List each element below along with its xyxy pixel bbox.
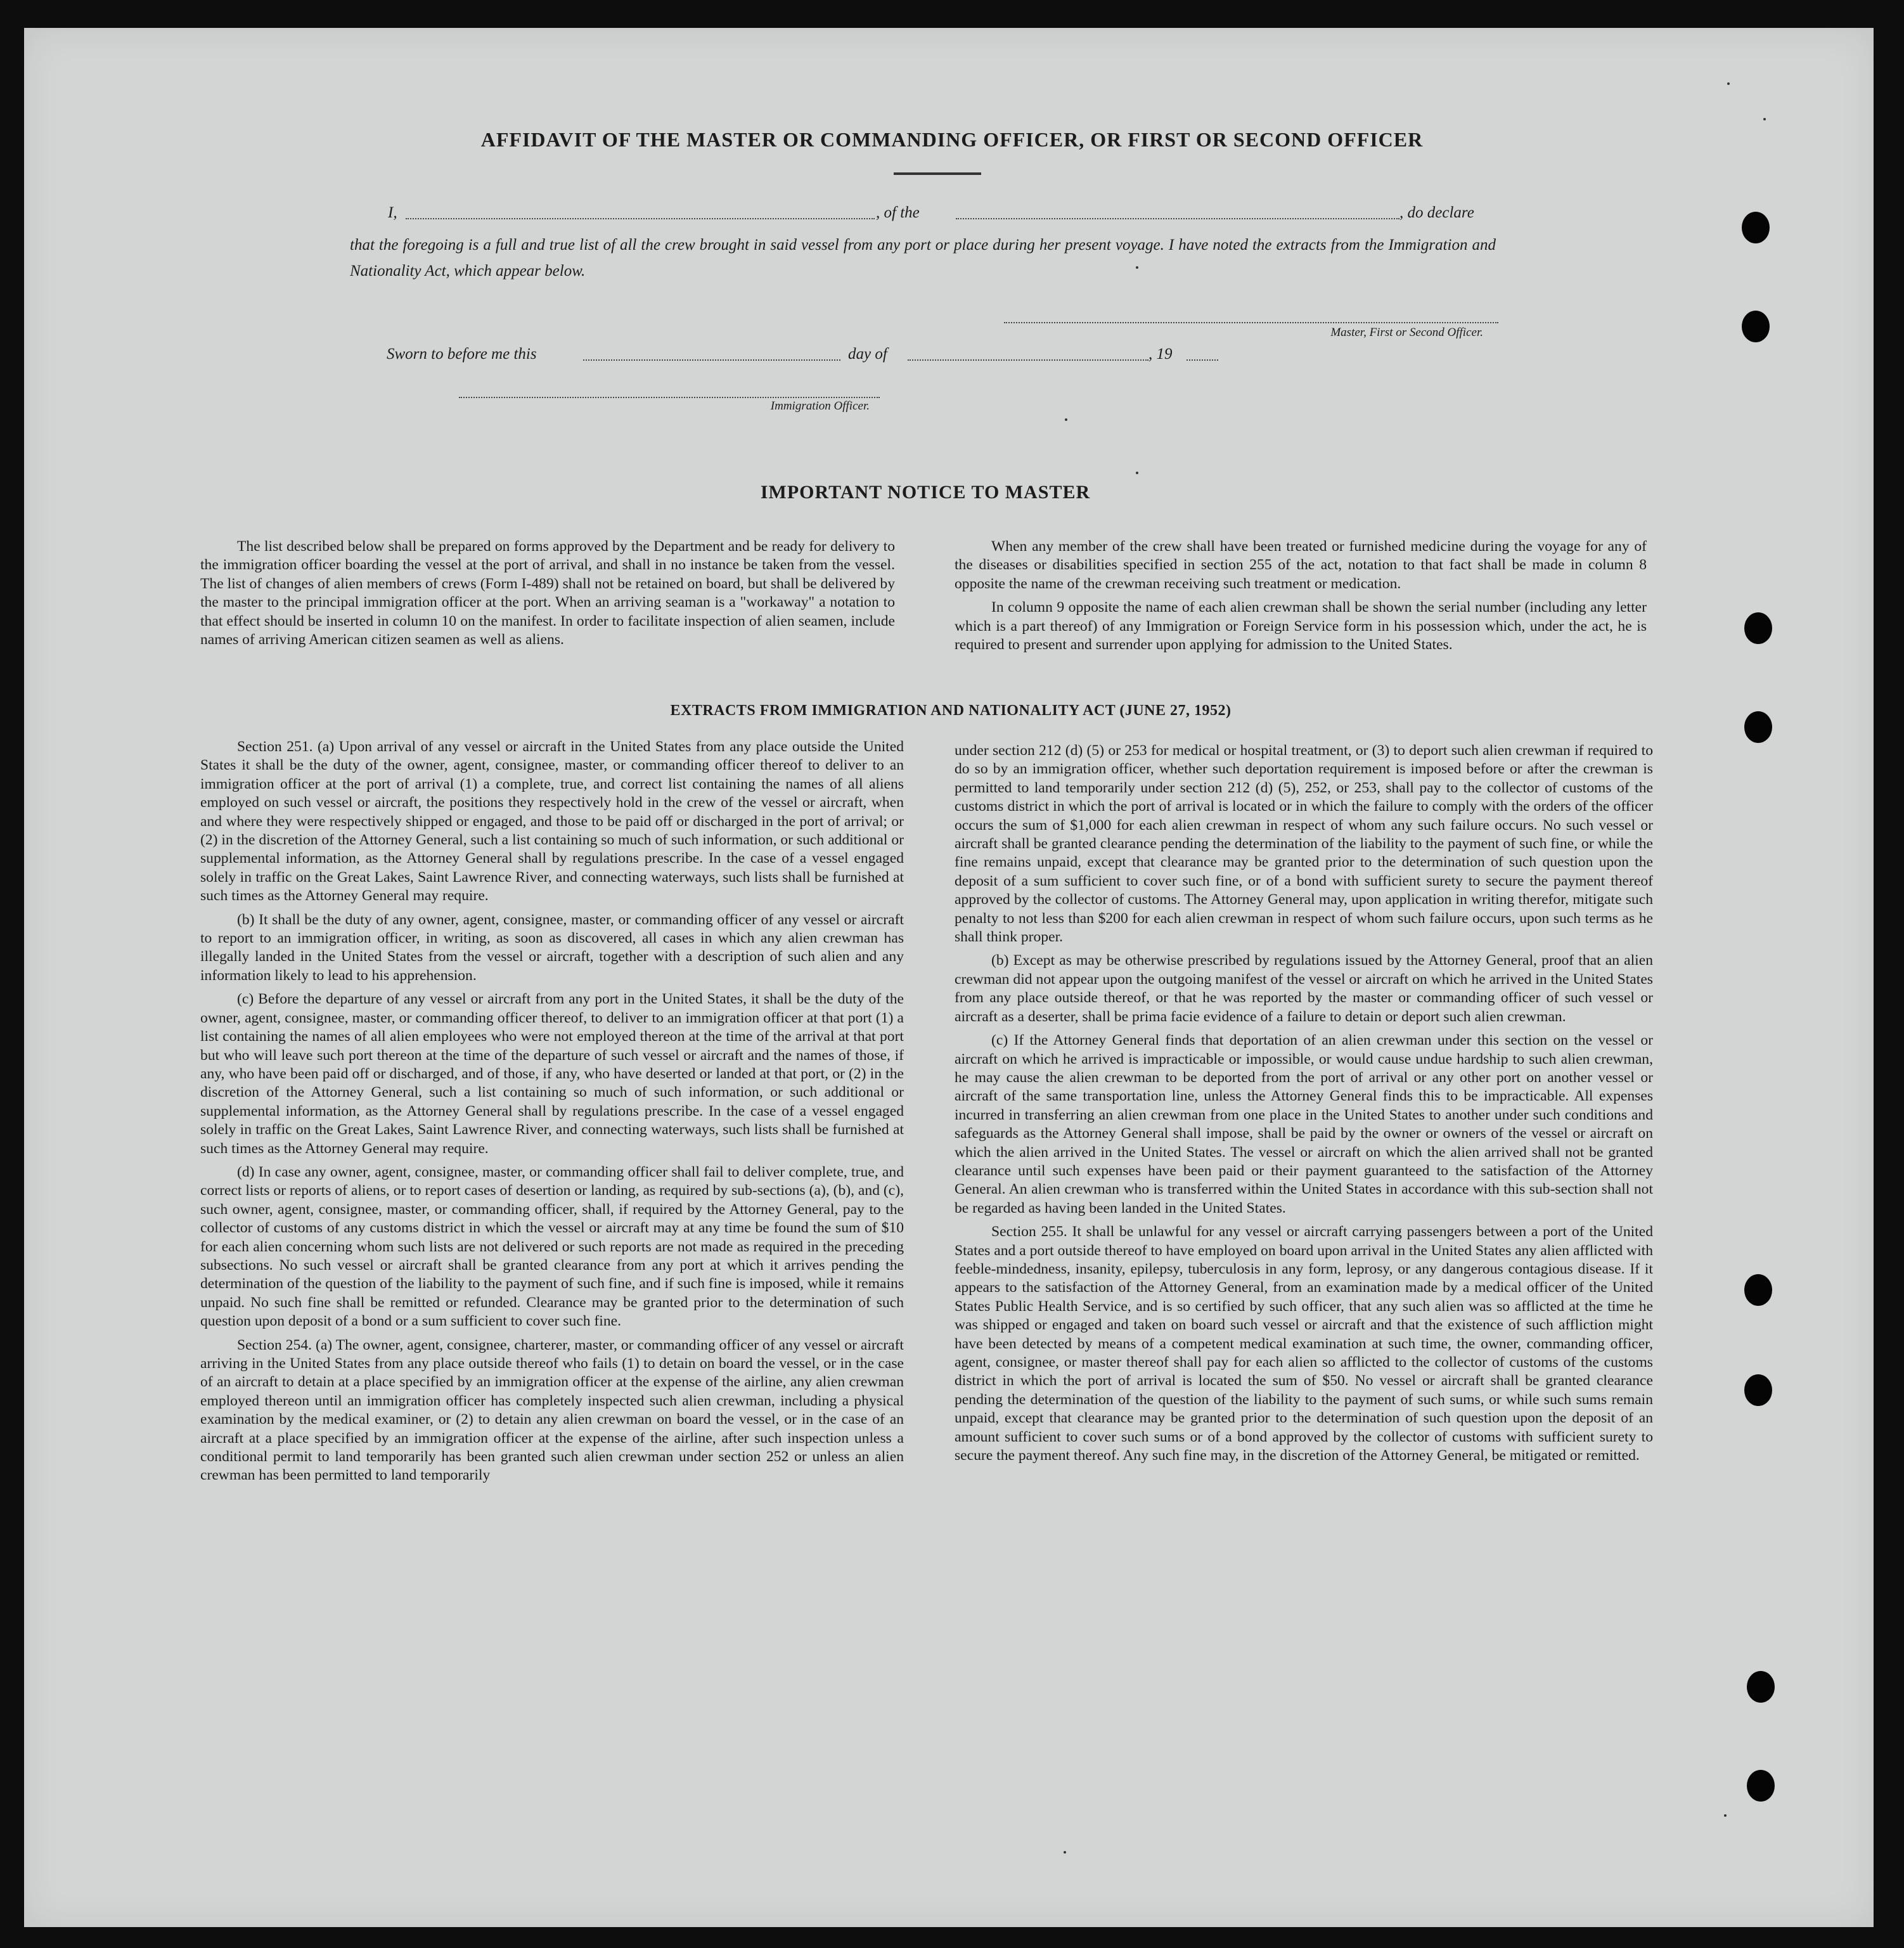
section-251-c: (c) Before the departure of any vessel or aircraft from any port in the United States, it shall be the duty of the owner, agent, consignee, master, or commanding officer thereof, to deliver to an immigration officer at that port (1) a list containing the names of all alien employees who were not employed thereon at the time of the arrival at that port but who will leave such port thereon at the time of the departure of such vessel or aircraft and the names of those, if any, who have been paid off or discharged, and of those, if any, who have deserted or landed at that port, or (2) in the discretion of the Attorney General, such a list containing so much of such information, or such additional or supplemental information, as the Attorney General shall by regulations prescribe. In the case of a vessel engaged solely in traffic on the Great Lakes, Saint Lawrence River, and connecting waterways, such lists shall be furnished at such times as the Attorney General may require. [200,991,904,1157]
notice-left-column [200,538,895,654]
section-251-a: Section 251. (a) Upon arrival of any vessel or aircraft in the United States from any place outside the United States it shall be the duty of the owner, agent, consignee, master, or commanding officer thereof to deliver to an immigration officer at the port of arrival (1) a complete, true, and correct list containing the names of all aliens employed on such vessel or aircraft, the positions they respectively hold in the crew of the vessel or aircraft, when and where they were respectively shipped or engaged, and those to be paid off or discharged in the port of arrival; or (2) in the discretion of the Attorney General, such a list containing so much of such information, or such additional or supplemental information, as the Attorney General shall by regulations prescribe. In the case of a vessel engaged solely in traffic on the Great Lakes, Saint Lawrence River, and connecting waterways, such lists shall be furnished at such times as the Attorney General may require. [200,739,904,905]
section-251-b: (b) It shall be the duty of any owner, agent, consignee, master, or commanding officer of any vessel or aircraft to report to an immigration officer, in writing, as soon as discovered, all cases in which any alien crewman has illegally landed in the United States from the vessel or aircraft, together with a description of such alien and any information likely to lead to his apprehension. [200,911,904,984]
signature-label: Master, First or Second Officer. [1330,326,1483,339]
title-rule [894,172,981,175]
punch-hole [1742,311,1770,342]
day-of-label: day of [848,345,887,363]
scan-speck [1724,1814,1727,1817]
extracts-heading: EXTRACTS FROM IMMIGRATION AND NATIONALITY ACT (JUNE 27, 1952) [670,702,1232,719]
notice-right-paragraph: In column 9 opposite the name of each alien crewman shall be shown the serial number (including any letter which is a part thereof) of any Immigration or Foreign Service form in his possession which, under the act, he is required to present and surrender upon applying for admission to the United States. [955,599,1647,654]
sworn-label: Sworn to before me this [387,345,537,363]
notice-right-column [955,538,1647,659]
vessel-blank-line [956,218,1399,219]
notice-right-paragraph: When any member of the crew shall have been treated or furnished medicine during the voyage for any of the diseases or disabilities specified in section 255 of the act, notation to that fact shall be made in column 8 opposite the name of the crewman receiving such treatment or medication. [955,538,1647,592]
affidavit-title: AFFIDAVIT OF THE MASTER OR COMMANDING OFFICER, OR FIRST OR SECOND OFFICER [480,128,1424,151]
month-blank-line [908,359,1148,361]
punch-hole [1744,711,1772,743]
section-254-a-continued: under section 212 (d) (5) or 253 for medical or hospital treatment, or (3) to deport such alien crewman if required to do so by an immigration officer, whether such deportation requirement is imposed before or after the crewman is permitted to land temporarily under section 212 (d) (5), 252, or 253, shall pay to the collector of customs of the customs district in which the port of arrival is located or in which the failure to comply with the orders of the officer occurs the sum of $1,000 for each alien crewman in respect of whom any such failure occurs. No such vessel or aircraft shall be granted clearance pending the determination of the liability to the payment of such fine, or while the fine remains unpaid, except that clearance may be granted prior to the determination of such question upon the deposit of a sum sufficient to cover such fine, or of a bond with sufficient surety to secure the payment thereof approved by the collector of customs. The Attorney General may, upon application in writing therefor, mitigate such penalty to not less than $200 for each alien crewman in respect of whom such failure occurs, upon such terms as he shall think proper. [955,742,1653,946]
sworn-day-blank-line [583,359,840,361]
scan-speck [1136,472,1138,474]
scan-speck [1763,118,1766,120]
year-blank-line [1187,359,1218,361]
scan-speck [1064,1851,1066,1854]
signature-line [1004,322,1498,323]
punch-hole [1744,612,1772,644]
officer-signature-line [459,397,880,398]
officer-label: Immigration Officer. [770,399,870,413]
notice-left-paragraph: The list described below shall be prepared on forms approved by the Department and be ready for delivery to the immigration officer boarding the vessel at the port of arrival, and shall in no instance be taken from the vessel. The list of changes of alien members of crews (Form I-489) shall not be retained on board, but shall be delivered by the master to the principal immigration officer at the port. When an arriving seaman is a "workaway" a notation to that effect should be inserted in column 10 on the manifest. In order to facilitate inspection of alien seamen, include names of arriving American citizen seamen as well as aliens. [200,538,895,648]
punch-hole [1747,1770,1775,1802]
scan-speck [1727,82,1730,85]
i-label: I, [388,204,397,221]
year-label: , 19 [1148,345,1173,363]
section-254-a: Section 254. (a) The owner, agent, consignee, charterer, master, or commanding officer of any vessel or aircraft arriving in the United States from any place outside thereof who fails (1) to detain on board the vessel, or in the case of an aircraft to detain at a place specified by an immigration officer at the expense of the airline, any alien crewman employed thereon until an immigration officer has completely inspected such alien crewman, including a physical examination by the medical examiner, or (2) to detain any alien crewman on board the vessel, or in the case of an aircraft at a place specified by an immigration officer at the expense of the airline, after such inspection unless a conditional permit to land temporarily has been granted such alien crewman under section 252 or unless an alien crewman has been permitted to land temporarily [200,1336,904,1484]
extracts-right-column [955,742,1653,1470]
scan-speck [1065,418,1067,421]
punch-hole [1742,212,1770,243]
name-blank-line [406,218,875,219]
punch-hole [1747,1671,1775,1703]
punch-hole [1744,1274,1772,1306]
section-254-c: (c) If the Attorney General finds that deportation of an alien crewman under this section on the vessel or aircraft on which he arrived is impracticable or impossible, or would cause undue hardship to such alien crewman, he may cause the alien crewman to be deported from the port of arrival or any other port on another vessel or aircraft of the same transportation line, unless the Attorney General finds this to be impracticable. All expenses incurred in transferring an alien crewman from one place in the United States to another under such conditions and safeguards as the Attorney General shall impose, shall be paid by the owner or owners of the vessel or aircraft on which the alien arrived in the United States. The vessel or aircraft on which the alien arrived shall not be granted clearance until such expenses have been paid or their payment guaranteed to the satisfaction of the Attorney General. An alien crewman who is transferred within the United States in accordance with this sub-section shall not be regarded as having been landed in the United States. [955,1032,1653,1216]
extracts-left-column [200,738,904,1490]
section-254-b: (b) Except as may be otherwise prescribed by regulations issued by the Attorney General, proof that an alien crewman did not appear upon the outgoing manifest of the vessel or aircraft on which he arrived in the United States from any place outside thereof, or that he was reported by the master or commanding officer of such vessel or aircraft as a deserter, shall be prima facie evidence of a failure to detain or deport such alien crewman. [955,952,1653,1025]
section-251-d: (d) In case any owner, agent, consignee, master, or commanding officer shall fail to deliver complete, true, and correct lists or reports of aliens, or to report cases of desertion or landing, as required by sub-sections (a), (b), and (c), such owner, agent, consignee, master, or commanding officer, shall, if required by the Attorney General, pay to the collector of customs of any customs district in which the vessel or aircraft may at any time be found the sum of $10 for each alien concerning whom such lists are not delivered or such reports are not made as required in the preceding subsections. No such vessel or aircraft shall be granted clearance from any port at which it arrives pending the determination of the question of the liability to the payment of such fine, and if such fine is imposed, while it remains unpaid. No such fine shall be remitted or refunded. Clearance may be granted prior to the determination of such question upon deposit of a bond or a sum sufficient to cover such fine. [200,1163,904,1330]
punch-hole [1744,1374,1772,1406]
do-declare-label: , do declare [1399,204,1474,221]
notice-heading: IMPORTANT NOTICE TO MASTER [760,482,1091,503]
scan-speck [1136,266,1138,269]
of-the-label: , of the [876,204,920,221]
section-255: Section 255. It shall be unlawful for any vessel or aircraft carrying passengers between a port of the United States and a port outside thereof to have employed on board upon arrival in the United States any alien afflicted with feeble-mindedness, insanity, epilepsy, tuberculosis in any form, leprosy, or any dangerous contagious disease. If it appears to the satisfaction of the Attorney General, from an examination made by a medical officer of the United States Public Health Service, and is so certified by such officer, that any such alien was so afflicted at the time he was shipped or engaged and taken on board such vessel or aircraft and that the existence of such affliction might have been detected by means of a competent medical examination at such time, the owner, commanding officer, agent, consignee, or master thereof shall pay for each alien so afflicted to the collector of customs of the customs district in which the port of arrival is located the sum of $50. No vessel or aircraft shall be granted clearance pending the determination of the question of the liability to the payment of such sums, or while such sums remain unpaid, except that clearance may be granted prior to the determination of such question upon the deposit of an amount sufficient to cover such sums or of a bond approved by the collector of customs with sufficient surety to secure the payment thereof. Any such fine may, in the discretion of the Attorney General, be mitigated or remitted. [955,1223,1653,1464]
declaration-text: that the foregoing is a full and true list of all the crew brought in said vessel from any port or place during her present voyage. I have noted the extracts from the Immigration and Nationality Act, which appear below. [350,236,1496,280]
